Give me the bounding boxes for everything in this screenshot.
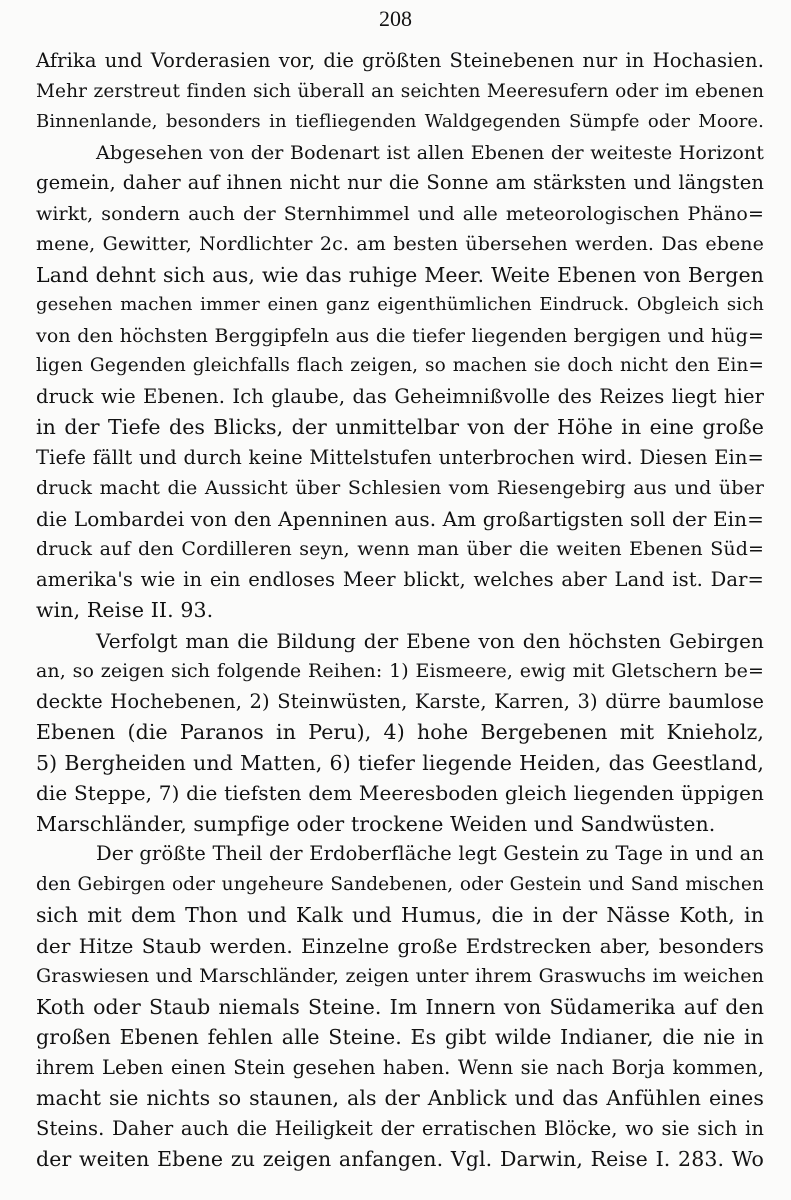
text-line: druck wie Ebenen. Ich glaube, das Geheimnißvolle des Reizes liegt hier xyxy=(36,384,764,408)
text-line: Marschländer, sumpfige oder trockene Weiden und Sandwüsten. xyxy=(36,811,716,836)
text-line: ligen Gegenden gleichfalls flach zeigen, so machen sie doch nicht den Ein= xyxy=(36,355,764,376)
text-line: Binnenlande, besonders in tiefliegenden Waldgegenden Sümpfe oder Moore. xyxy=(36,111,764,132)
body-text xyxy=(36,46,764,1175)
text-line: großen Ebenen fehlen alle Steine. Es gibt wilde Indianer, die nie in xyxy=(36,1025,764,1049)
text-line: mene, Gewitter, Nordlichter 2c. am besten übersehen werden. Das ebene xyxy=(36,233,764,255)
text-line: die Steppe, 7) die tiefsten dem Meeresboden gleich liegenden üppigen xyxy=(36,781,764,805)
text-line: gemein, daher auf ihnen nicht nur die Sonne am stärksten und längsten xyxy=(36,171,764,194)
text-line: amerika's wie in ein endloses Meer blickt, welches aber Land ist. Dar= xyxy=(36,567,764,591)
text-line: deckte Hochebenen, 2) Steinwüsten, Karste, Karren, 3) dürre baumlose xyxy=(36,689,764,713)
text-line: win, Reise II. 93. xyxy=(36,598,214,622)
text-line: 5) Bergheiden und Matten, 6) tiefer liegende Heiden, das Geestland, xyxy=(36,750,764,775)
text-line: Ebenen (die Paranos in Peru), 4) hohe Bergebenen mit Knieholz, xyxy=(36,720,764,744)
text-line: Graswiesen und Marschländer, zeigen unter ihrem Graswuchs im weichen xyxy=(36,965,764,987)
text-line: Abgesehen von der Bodenart ist allen Ebenen der weiteste Horizont xyxy=(96,141,764,164)
text-line: Afrika und Vorderasien vor, die größten Steinebenen nur in Hochasien. xyxy=(36,49,764,72)
text-line: die Lombardei von den Apenninen aus. Am großartigsten soll der Ein= xyxy=(36,506,764,531)
text-line: in der Tiefe des Blicks, der unmittelbar von der Höhe in eine große xyxy=(36,415,764,439)
text-line: den Gebirgen oder ungeheure Sandebenen, oder Gestein und Sand mischen xyxy=(36,873,764,895)
text-line: Verfolgt man die Bildung der Ebene von den höchsten Gebirgen xyxy=(96,628,764,653)
text-line: sich mit dem Thon und Kalk und Humus, die in der Nässe Koth, in xyxy=(36,903,764,927)
text-line: Tiefe fällt und durch keine Mittelstufen unterbrochen wird. Diesen Ein= xyxy=(36,445,764,469)
text-line: wirkt, sondern auch der Sternhimmel und alle meteorologischen Phäno= xyxy=(36,202,764,225)
text-line: ihrem Leben einen Stein gesehen haben. Wenn sie nach Borja kommen, xyxy=(36,1055,764,1079)
text-line: macht sie nichts so staunen, als der Anblick und das Anfühlen eines xyxy=(36,1086,764,1110)
text-line: druck macht die Aussicht über Schlesien vom Riesengebirg aus und über xyxy=(36,477,764,499)
text-line: druck auf den Cordilleren seyn, wenn man über die weiten Ebenen Süd= xyxy=(36,538,764,560)
text-line: der Hitze Staub werden. Einzelne große Erdstrecken aber, besonders xyxy=(36,933,764,958)
text-line: Steins. Daher auch die Heiligkeit der erratischen Blöcke, wo sie sich in xyxy=(36,1116,764,1140)
text-line: an, so zeigen sich folgende Reihen: 1) Eismeere, ewig mit Gletschern be= xyxy=(36,660,764,682)
text-line: Koth oder Staub niemals Steine. Im Innern von Südamerika auf den xyxy=(36,994,764,1019)
text-line: der weiten Ebene zu zeigen anfangen. Vgl. Darwin, Reise I. 283. Wo xyxy=(36,1147,764,1171)
text-line: gesehen machen immer einen ganz eigenthümlichen Eindruck. Obgleich sich xyxy=(36,294,764,315)
page-number: 208 xyxy=(379,6,412,31)
text-line: Land dehnt sich aus, wie das ruhige Meer. Weite Ebenen von Bergen xyxy=(36,262,764,287)
text-line: Der größte Theil der Erdoberfläche legt Gestein zu Tage in und an xyxy=(96,842,764,865)
text-line: von den höchsten Berggipfeln aus die tiefer liegenden bergigen und hüg= xyxy=(36,324,764,347)
text-line: Mehr zerstreut finden sich überall an seichten Meeresufern oder im ebenen xyxy=(36,80,764,102)
